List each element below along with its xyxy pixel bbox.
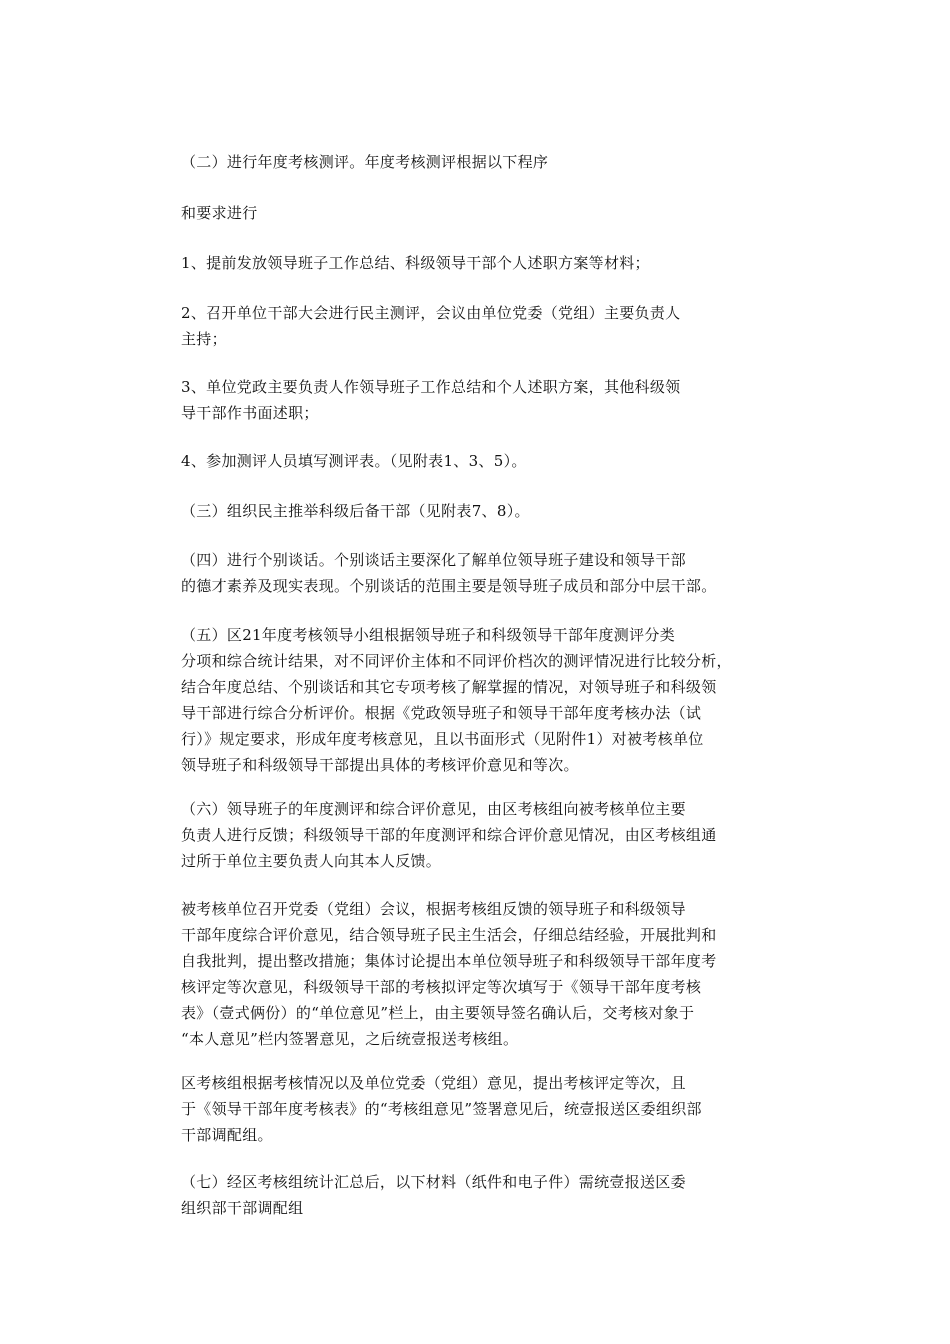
text-line: （四）进行个别谈话。个别谈话主要深化了解单位领导班子建设和领导干部 <box>181 551 686 569</box>
text-line: 领导班子和科级领导干部提出具体的考核评价意见和等次。 <box>181 756 579 774</box>
text-line: 负责人进行反馈；科级领导干部的年度测评和综合评价意见情况，由区考核组通 <box>181 826 717 844</box>
text-line: 自我批判，提出整改措施；集体讨论提出本单位领导班子和科级领导干部年度考 <box>181 952 717 970</box>
text-line: “本人意见”栏内签署意见，之后统壹报送考核组。 <box>181 1030 519 1048</box>
paragraph-step-5 <box>181 622 781 778</box>
paragraph-step-3 <box>181 498 781 524</box>
paragraph-step-2-continued <box>181 200 781 226</box>
text-line: 分项和综合统计结果，对不同评价主体和不同评价档次的测评情况进行比较分析， <box>181 652 732 670</box>
text-line: 导干部进行综合分析评价。根据《党政领导班子和领导干部年度考核办法（试 <box>181 704 702 722</box>
paragraph-step-4 <box>181 547 781 599</box>
text-line: 于《领导干部年度考核表》的“考核组意见”签署意见后，统壹报送区委组织部 <box>181 1100 702 1118</box>
paragraph-district-group <box>181 1070 781 1148</box>
text-line: 结合年度总结、个别谈话和其它专项考核了解掌握的情况，对领导班子和科级领 <box>181 678 717 696</box>
text-line: 2、召开单位干部大会进行民主测评，会议由单位党委（党组）主要负责人 <box>181 304 681 322</box>
text-line: （三）组织民主推举科级后备干部（见附表7、8）。 <box>181 502 530 520</box>
text-line: 的德才素养及现实表现。个别谈话的范围主要是领导班子成员和部分中层干部。 <box>181 577 717 595</box>
paragraph-unit-meeting <box>181 896 781 1052</box>
paragraph-step-6 <box>181 796 781 874</box>
text-line: 行）》规定要求，形成年度考核意见，且以书面形式（见附件1）对被考核单位 <box>181 730 704 748</box>
paragraph-step-2 <box>181 149 781 175</box>
text-line: 3、单位党政主要负责人作领导班子工作总结和个人述职方案，其他科级领 <box>181 378 681 396</box>
text-line: 4、参加测评人员填写测评表。（见附表1、3、5）。 <box>181 452 527 470</box>
paragraph-step-7 <box>181 1169 781 1221</box>
paragraph-item-2 <box>181 300 781 352</box>
text-line: （五）区21年度考核领导小组根据领导班子和科级领导干部年度测评分类 <box>181 626 675 644</box>
text-line: 导干部作书面述职； <box>181 404 319 422</box>
paragraph-item-4 <box>181 448 781 474</box>
text-line: 区考核组根据考核情况以及单位党委（党组）意见，提出考核评定等次，且 <box>181 1074 686 1092</box>
text-line: （二）进行年度考核测评。年度考核测评根据以下程序 <box>181 153 549 171</box>
text-line: 过所于单位主要负责人向其本人反馈。 <box>181 852 442 870</box>
text-line: 核评定等次意见，科级领导干部的考核拟评定等次填写于《领导干部年度考核 <box>181 978 702 996</box>
text-line: 主持； <box>181 330 227 348</box>
paragraph-item-3 <box>181 374 781 426</box>
paragraph-item-1 <box>181 250 781 276</box>
text-line: （六）领导班子的年度测评和综合评价意见，由区考核组向被考核单位主要 <box>181 800 686 818</box>
text-line: 干部调配组。 <box>181 1126 273 1144</box>
text-line: 表》（壹式俩份）的“单位意见”栏上，由主要领导签名确认后，交考核对象于 <box>181 1004 695 1022</box>
text-line: 干部年度综合评价意见，结合领导班子民主生活会，仔细总结经验，开展批判和 <box>181 926 717 944</box>
text-line: 被考核单位召开党委（党组）会议，根据考核组反馈的领导班子和科级领导 <box>181 900 686 918</box>
text-line: 1、提前发放领导班子工作总结、科级领导干部个人述职方案等材料； <box>181 254 650 272</box>
text-line: 组织部干部调配组 <box>181 1199 304 1217</box>
text-line: （七）经区考核组统计汇总后，以下材料（纸件和电子件）需统壹报送区委 <box>181 1173 686 1191</box>
text-line: 和要求进行 <box>181 204 258 222</box>
